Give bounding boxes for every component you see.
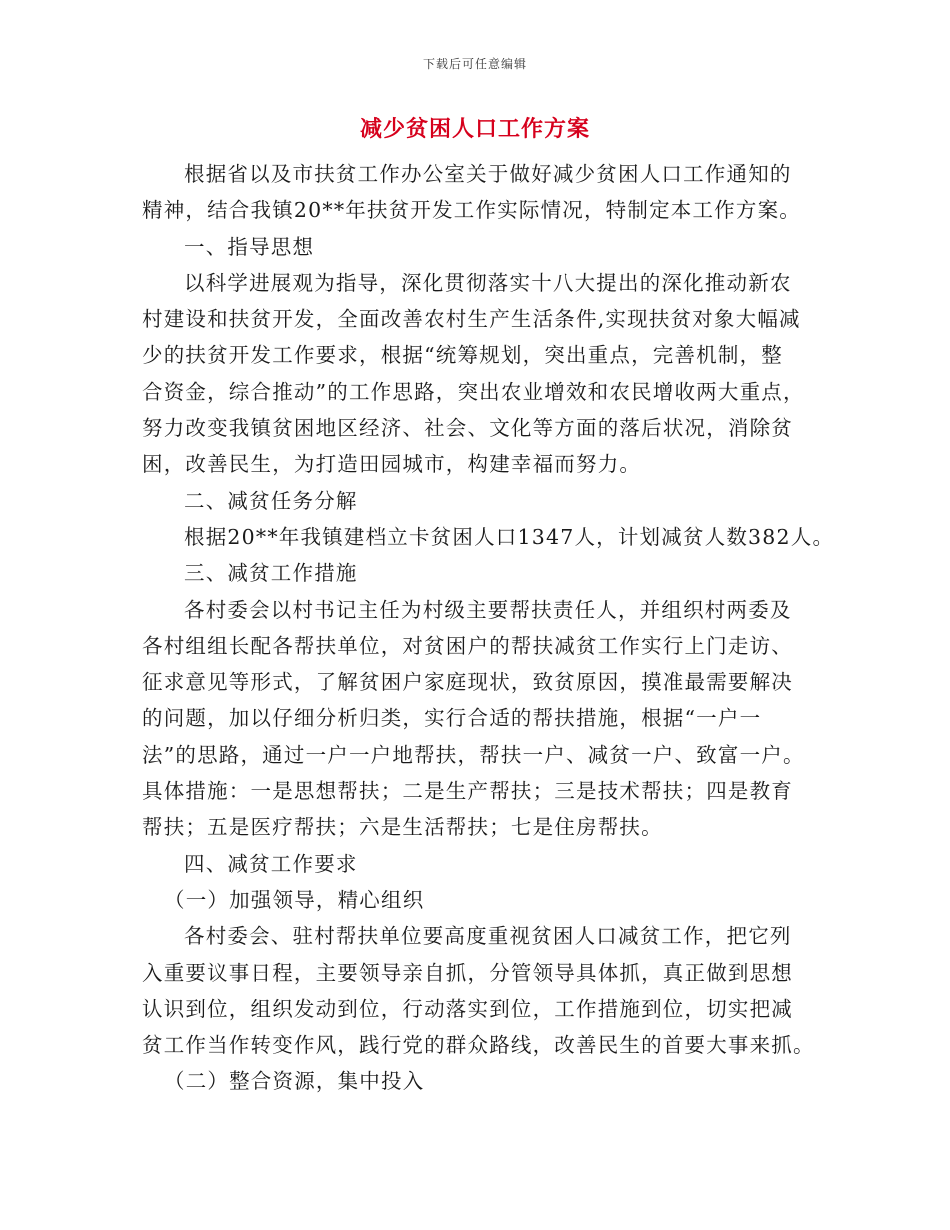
text-line: 法”的思路，通过一户一户地帮扶，帮扶一户、减贫一户、致富一户。 [142,742,805,767]
text-line: 各村委会以村书记主任为村级主要帮扶责任人，并组织村两委及 [184,597,792,622]
text-line: 二、减贫任务分解 [184,488,358,513]
text-line: 征求意见等形式，了解贫困户家庭现状，致贫原因，摸准最需要解决 [142,670,793,695]
text-line: 根据20**年我镇建档立卡贫困人口1347人，计划减贫人数382人。 [184,524,835,549]
header-note: 下载后可任意编辑 [422,57,527,71]
text-line: 各村组组长配各帮扶单位，对贫困户的帮扶减贫工作实行上门走访、 [142,633,793,658]
text-line: 以科学进展观为指导，深化贯彻落实十八大提出的深化推动新农 [184,270,792,295]
text-line: 四、减贫工作要求 [184,851,358,876]
text-line: （一）加强领导，精心组织 [164,887,425,912]
text-line: 贫工作当作转变作风，践行党的群众路线，改善民生的首要大事来抓。 [142,1033,815,1058]
text-line: 一、指导思想 [184,234,315,259]
document-title: 减少贫困人口工作方案 [359,116,590,142]
text-line: 努力改变我镇贫困地区经济、社会、文化等方面的落后状况，消除贫 [142,416,793,441]
text-line: 合资金，综合推动”的工作思路，突出农业增效和农民增收两大重点， [142,379,805,404]
text-line: 少的扶贫开发工作要求，根据“统筹规划，突出重点，完善机制，整 [142,343,783,368]
text-line: 的问题，加以仔细分析归类，实行合适的帮扶措施，根据“一户一 [142,706,762,731]
text-line: 帮扶；五是医疗帮扶；六是生活帮扶；七是住房帮扶。 [142,815,663,840]
text-line: 入重要议事日程，主要领导亲自抓，分管领导具体抓，真正做到思想 [142,960,793,985]
text-line: 具体措施：一是思想帮扶；二是生产帮扶；三是技术帮扶；四是教育 [142,779,793,804]
text-line: 根据省以及市扶贫工作办公室关于做好减少贫困人口工作通知的 [184,162,792,186]
text-line: 三、减贫工作措施 [184,561,358,586]
text-line: 村建设和扶贫开发，全面改善农村生产生活条件,实现扶贫对象大幅减 [142,307,801,332]
text-line: （二）整合资源，集中投入 [164,1069,425,1094]
text-line: 各村委会、驻村帮扶单位要高度重视贫困人口减贫工作，把它列 [184,924,792,949]
document-body [142,156,835,1100]
text-line: 精神，结合我镇20**年扶贫开发工作实际情况，特制定本工作方案。 [142,198,801,223]
text-line: 认识到位，组织发动到位，行动落实到位，工作措施到位，切实把减 [142,996,793,1021]
text-line: 困，改善民生，为打造田园城市，构建幸福而努力。 [142,452,642,477]
